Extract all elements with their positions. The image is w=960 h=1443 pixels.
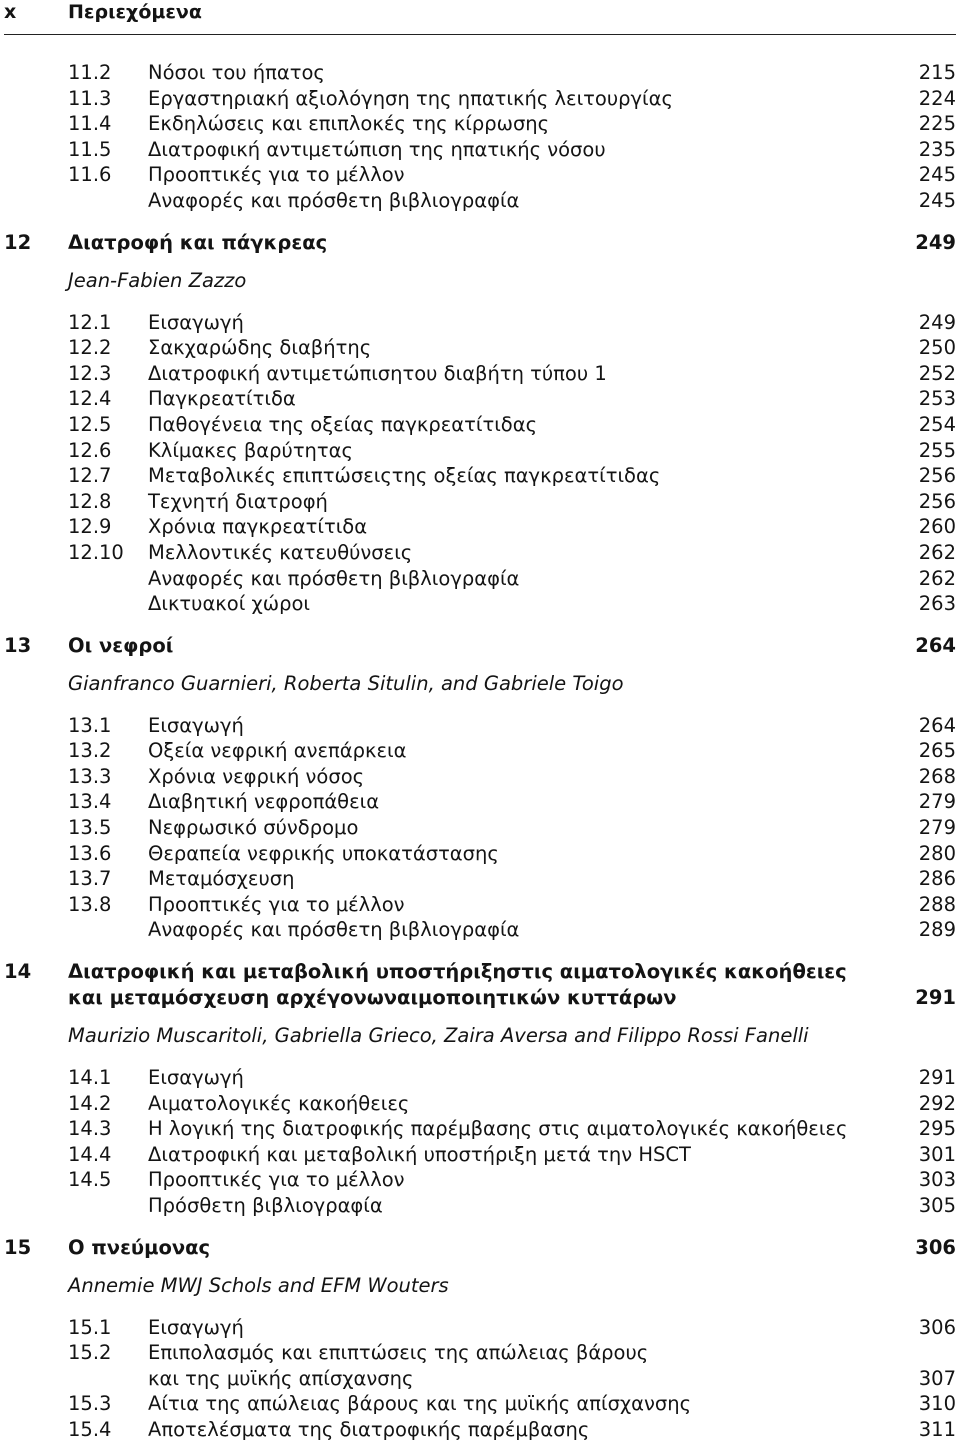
toc-entry-13-6[interactable]: 13.6 Θεραπεία νεφρικής υποκατάστασης 280 [68, 841, 956, 865]
toc-entry-14-3[interactable]: 14.3 Η λογική της διατροφικής παρέμβασης στις αιματολογικές κακοήθειες 295 [68, 1117, 956, 1141]
page-number: x [4, 1, 17, 23]
chapter-12-author: Jean-Fabien Zazzo [68, 268, 247, 292]
header-rule [4, 34, 956, 35]
toc-entry-12-websites[interactable]: Δικτυακοί χώροι 263 [148, 592, 956, 616]
chapter-14-author: Maurizio Muscaritoli, Gabriella Grieco, Zaira Aversa and Filippo Rossi Fanelli [68, 1024, 809, 1048]
toc-entry-13-2[interactable]: 13.2 Οξεία νεφρική ανεπάρκεια 265 [68, 739, 956, 763]
toc-entry-15-4[interactable]: 15.4 Αποτελέσματα της διατροφικής παρέμβασης 311 [68, 1417, 956, 1441]
chapter-14-heading-line2[interactable]: και μεταμόσχευση αρχέγονωναιμοποιητικών κυττάρων 291 [68, 986, 956, 1010]
toc-entry-13-7[interactable]: 13.7 Μεταμόσχευση 286 [68, 867, 956, 891]
toc-entry-12-1[interactable]: 12.1 Εισαγωγή 249 [68, 310, 956, 334]
toc-entry-11-3[interactable]: 11.3 Εργαστηριακή αξιολόγηση της ηπατικής λειτουργίας 224 [68, 86, 956, 110]
running-title: Περιεχόμενα [68, 1, 202, 23]
toc-entry-12-5[interactable]: 12.5 Παθογένεια της οξείας παγκρεατίτιδας 254 [68, 412, 956, 436]
toc-entry-13-8[interactable]: 13.8 Προοπτικές για το μέλλον 288 [68, 892, 956, 916]
toc-entry-12-7[interactable]: 12.7 Μεταβολικές επιπτώσειςτης οξείας παγκρεατίτιδας 256 [68, 464, 956, 488]
toc-entry-13-references[interactable]: Αναφορές και πρόσθετη βιβλιογραφία 289 [148, 918, 956, 942]
table-of-contents [0, 60, 960, 1443]
toc-entry-14-5[interactable]: 14.5 Προοπτικές για το μέλλον 303 [68, 1168, 956, 1192]
toc-entry-13-3[interactable]: 13.3 Χρόνια νεφρική νόσος 268 [68, 764, 956, 788]
chapter-15-heading[interactable]: 15 Ο πνεύμονας 306 [4, 1235, 956, 1259]
toc-entry-15-3[interactable]: 15.3 Αίτια της απώλειας βάρους και της μυϊκής απίσχανσης 310 [68, 1392, 956, 1416]
toc-entry-15-2[interactable]: 15.2 Επιπολασμός και επιπτώσεις της απώλειας βάρους [68, 1341, 649, 1365]
chapter-13-author: Gianfranco Guarnieri, Roberta Situlin, and Gabriele Toigo [68, 671, 624, 695]
toc-entry-12-6[interactable]: 12.6 Κλίμακες βαρύτητας 255 [68, 438, 956, 462]
chapter-12-heading[interactable]: 12 Διατροφή και πάγκρεας 249 [4, 230, 956, 254]
toc-entry-14-references[interactable]: Πρόσθετη βιβλιογραφία 305 [148, 1194, 956, 1217]
toc-entry-14-2[interactable]: 14.2 Αιματολογικές κακοήθειες 292 [68, 1091, 956, 1115]
toc-entry-12-4[interactable]: 12.4 Παγκρεατίτιδα 253 [68, 387, 956, 411]
toc-entry-12-references[interactable]: Αναφορές και πρόσθετη βιβλιογραφία 262 [148, 566, 956, 590]
toc-entry-14-4[interactable]: 14.4 Διατροφική και μεταβολική υποστήριξη μετά την HSCT 301 [68, 1142, 956, 1166]
toc-entry-12-2[interactable]: 12.2 Σακχαρώδης διαβήτης 250 [68, 336, 956, 360]
toc-entry-15-2-cont[interactable]: και της μυϊκής απίσχανσης 307 [148, 1366, 956, 1390]
toc-entry-11-references[interactable]: Αναφορές και πρόσθετη βιβλιογραφία 245 [148, 188, 956, 212]
toc-entry-13-1[interactable]: 13.1 Εισαγωγή 264 [68, 713, 956, 737]
toc-entry-11-6[interactable]: 11.6 Προοπτικές για το μέλλον 245 [68, 163, 956, 187]
toc-entry-11-2[interactable]: 11.2 Νόσοι του ήπατος 215 [68, 61, 956, 84]
toc-entry-13-4[interactable]: 13.4 Διαβητική νεφροπάθεια 279 [68, 790, 956, 814]
toc-entry-12-3[interactable]: 12.3 Διατροφική αντιμετώπισητου διαβήτη τύπου 1 252 [68, 361, 956, 385]
chapter-15-author: Annemie MWJ Schols and EFM Wouters [68, 1273, 449, 1297]
toc-entry-13-5[interactable]: 13.5 Νεφρωσικό σύνδρομο 279 [68, 816, 956, 840]
toc-entry-14-1[interactable]: 14.1 Εισαγωγή 291 [68, 1066, 956, 1090]
toc-entry-11-4[interactable]: 11.4 Εκδηλώσεις και επιπλοκές της κίρρωσης 225 [68, 112, 956, 136]
toc-entry-12-10[interactable]: 12.10 Μελλοντικές κατευθύνσεις 262 [68, 540, 956, 564]
toc-entry-12-9[interactable]: 12.9 Χρόνια παγκρεατίτιδα 260 [68, 515, 956, 539]
chapter-13-heading[interactable]: 13 Οι νεφροί 264 [4, 633, 956, 657]
chapter-14-heading[interactable]: 14 Διατροφική και μεταβολική υποστήριξηστις αιματολογικές κακοήθειες [4, 960, 847, 984]
toc-entry-11-5[interactable]: 11.5 Διατροφική αντιμετώπιση της ηπατικής νόσου 235 [68, 137, 956, 161]
toc-entry-15-1[interactable]: 15.1 Εισαγωγή 306 [68, 1315, 956, 1339]
toc-entry-12-8[interactable]: 12.8 Τεχνητή διατροφή 256 [68, 489, 956, 513]
page-header [0, 0, 960, 30]
